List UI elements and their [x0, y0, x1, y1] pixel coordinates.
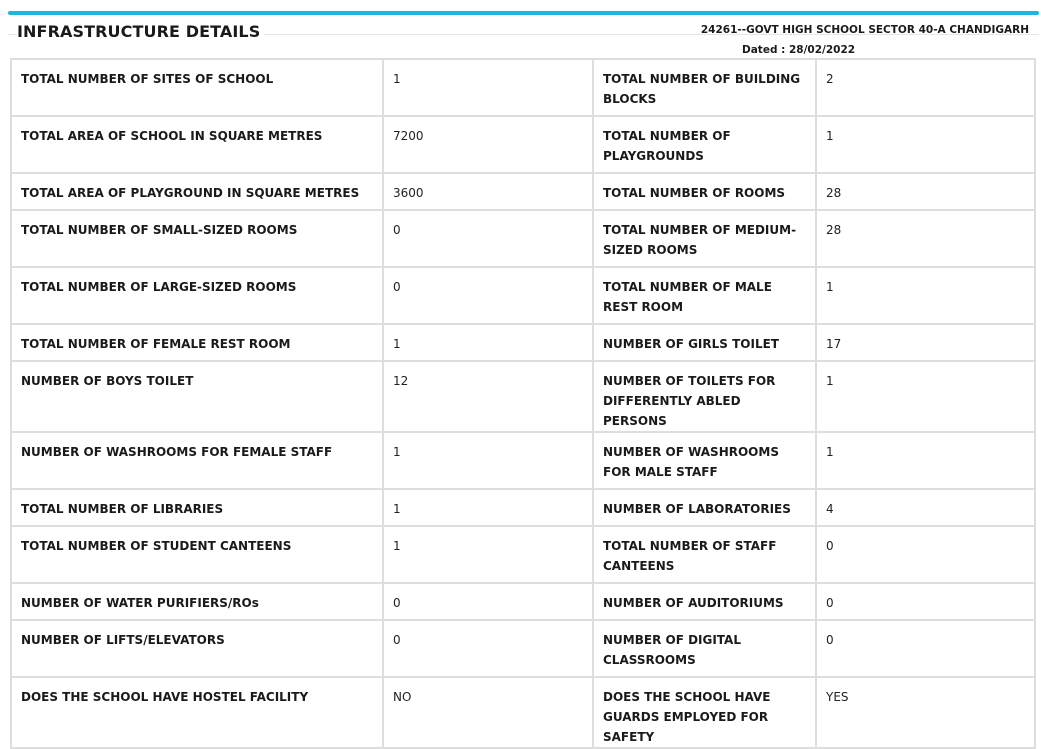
field-label: TOTAL NUMBER OF PLAYGROUNDS	[593, 116, 816, 173]
field-value: 28	[816, 210, 1035, 267]
field-label: TOTAL NUMBER OF FEMALE REST ROOM	[11, 324, 383, 361]
field-label: TOTAL NUMBER OF LIBRARIES	[11, 489, 383, 526]
dated-label: Dated : 28/02/2022	[742, 44, 856, 56]
table-row	[11, 116, 1035, 173]
field-label: NUMBER OF BOYS TOILET	[11, 361, 383, 432]
table-row	[11, 267, 1035, 324]
field-label: TOTAL NUMBER OF STAFF CANTEENS	[593, 526, 816, 583]
field-label: DOES THE SCHOOL HAVE HOSTEL FACILITY	[11, 677, 383, 748]
field-value: 0	[383, 620, 593, 677]
field-label: TOTAL AREA OF SCHOOL IN SQUARE METRES	[11, 116, 383, 173]
table-row	[11, 583, 1035, 620]
table-row	[11, 526, 1035, 583]
field-label: NUMBER OF DIGITAL CLASSROOMS	[593, 620, 816, 677]
table-row	[11, 432, 1035, 489]
field-value: NO	[383, 677, 593, 748]
field-label: NUMBER OF AUDITORIUMS	[593, 583, 816, 620]
field-label: TOTAL NUMBER OF MALE REST ROOM	[593, 267, 816, 324]
field-value: 1	[383, 324, 593, 361]
field-value: 0	[816, 526, 1035, 583]
field-value: 17	[816, 324, 1035, 361]
field-label: TOTAL NUMBER OF SMALL-SIZED ROOMS	[11, 210, 383, 267]
field-label: NUMBER OF GIRLS TOILET	[593, 324, 816, 361]
field-value: 1	[816, 432, 1035, 489]
field-value: 7200	[383, 116, 593, 173]
field-value: 3600	[383, 173, 593, 210]
table-row	[11, 59, 1035, 116]
table-row	[11, 361, 1035, 432]
field-label: TOTAL NUMBER OF BUILDING BLOCKS	[593, 59, 816, 116]
field-value: 1	[383, 526, 593, 583]
table-row	[11, 677, 1035, 748]
field-label: NUMBER OF WASHROOMS FOR FEMALE STAFF	[11, 432, 383, 489]
table-row	[11, 324, 1035, 361]
field-label: TOTAL NUMBER OF SITES OF SCHOOL	[11, 59, 383, 116]
table-row	[11, 210, 1035, 267]
field-label: NUMBER OF WATER PURIFIERS/ROs	[11, 583, 383, 620]
field-label: TOTAL NUMBER OF MEDIUM-SIZED ROOMS	[593, 210, 816, 267]
field-value: 0	[816, 583, 1035, 620]
field-value: 1	[383, 432, 593, 489]
field-value: 1	[816, 267, 1035, 324]
table-row	[11, 620, 1035, 677]
field-value: 4	[816, 489, 1035, 526]
field-value: 1	[383, 489, 593, 526]
table-row	[11, 489, 1035, 526]
field-label: TOTAL NUMBER OF STUDENT CANTEENS	[11, 526, 383, 583]
field-value: 1	[383, 59, 593, 116]
table-row	[11, 173, 1035, 210]
field-label: TOTAL NUMBER OF ROOMS	[593, 173, 816, 210]
field-label: NUMBER OF LIFTS/ELEVATORS	[11, 620, 383, 677]
page-title: INFRASTRUCTURE DETAILS	[17, 22, 264, 41]
field-value: YES	[816, 677, 1035, 748]
field-label: NUMBER OF WASHROOMS FOR MALE STAFF	[593, 432, 816, 489]
field-value: 2	[816, 59, 1035, 116]
field-value: 0	[383, 267, 593, 324]
field-value: 1	[816, 116, 1035, 173]
field-value: 0	[816, 620, 1035, 677]
field-value: 12	[383, 361, 593, 432]
field-value: 0	[383, 210, 593, 267]
field-label: TOTAL AREA OF PLAYGROUND IN SQUARE METRES	[11, 173, 383, 210]
field-value: 28	[816, 173, 1035, 210]
infrastructure-table	[10, 58, 1036, 749]
field-label: NUMBER OF TOILETS FOR DIFFERENTLY ABLED PERSONS	[593, 361, 816, 432]
field-value: 0	[383, 583, 593, 620]
field-label: NUMBER OF LABORATORIES	[593, 489, 816, 526]
field-value: 1	[816, 361, 1035, 432]
field-label: DOES THE SCHOOL HAVE GUARDS EMPLOYED FOR SAFETY	[593, 677, 816, 748]
top-accent-bar	[8, 11, 1039, 15]
school-name: 24261--GOVT HIGH SCHOOL SECTOR 40-A CHANDIGARH	[700, 24, 1029, 36]
field-label: TOTAL NUMBER OF LARGE-SIZED ROOMS	[11, 267, 383, 324]
